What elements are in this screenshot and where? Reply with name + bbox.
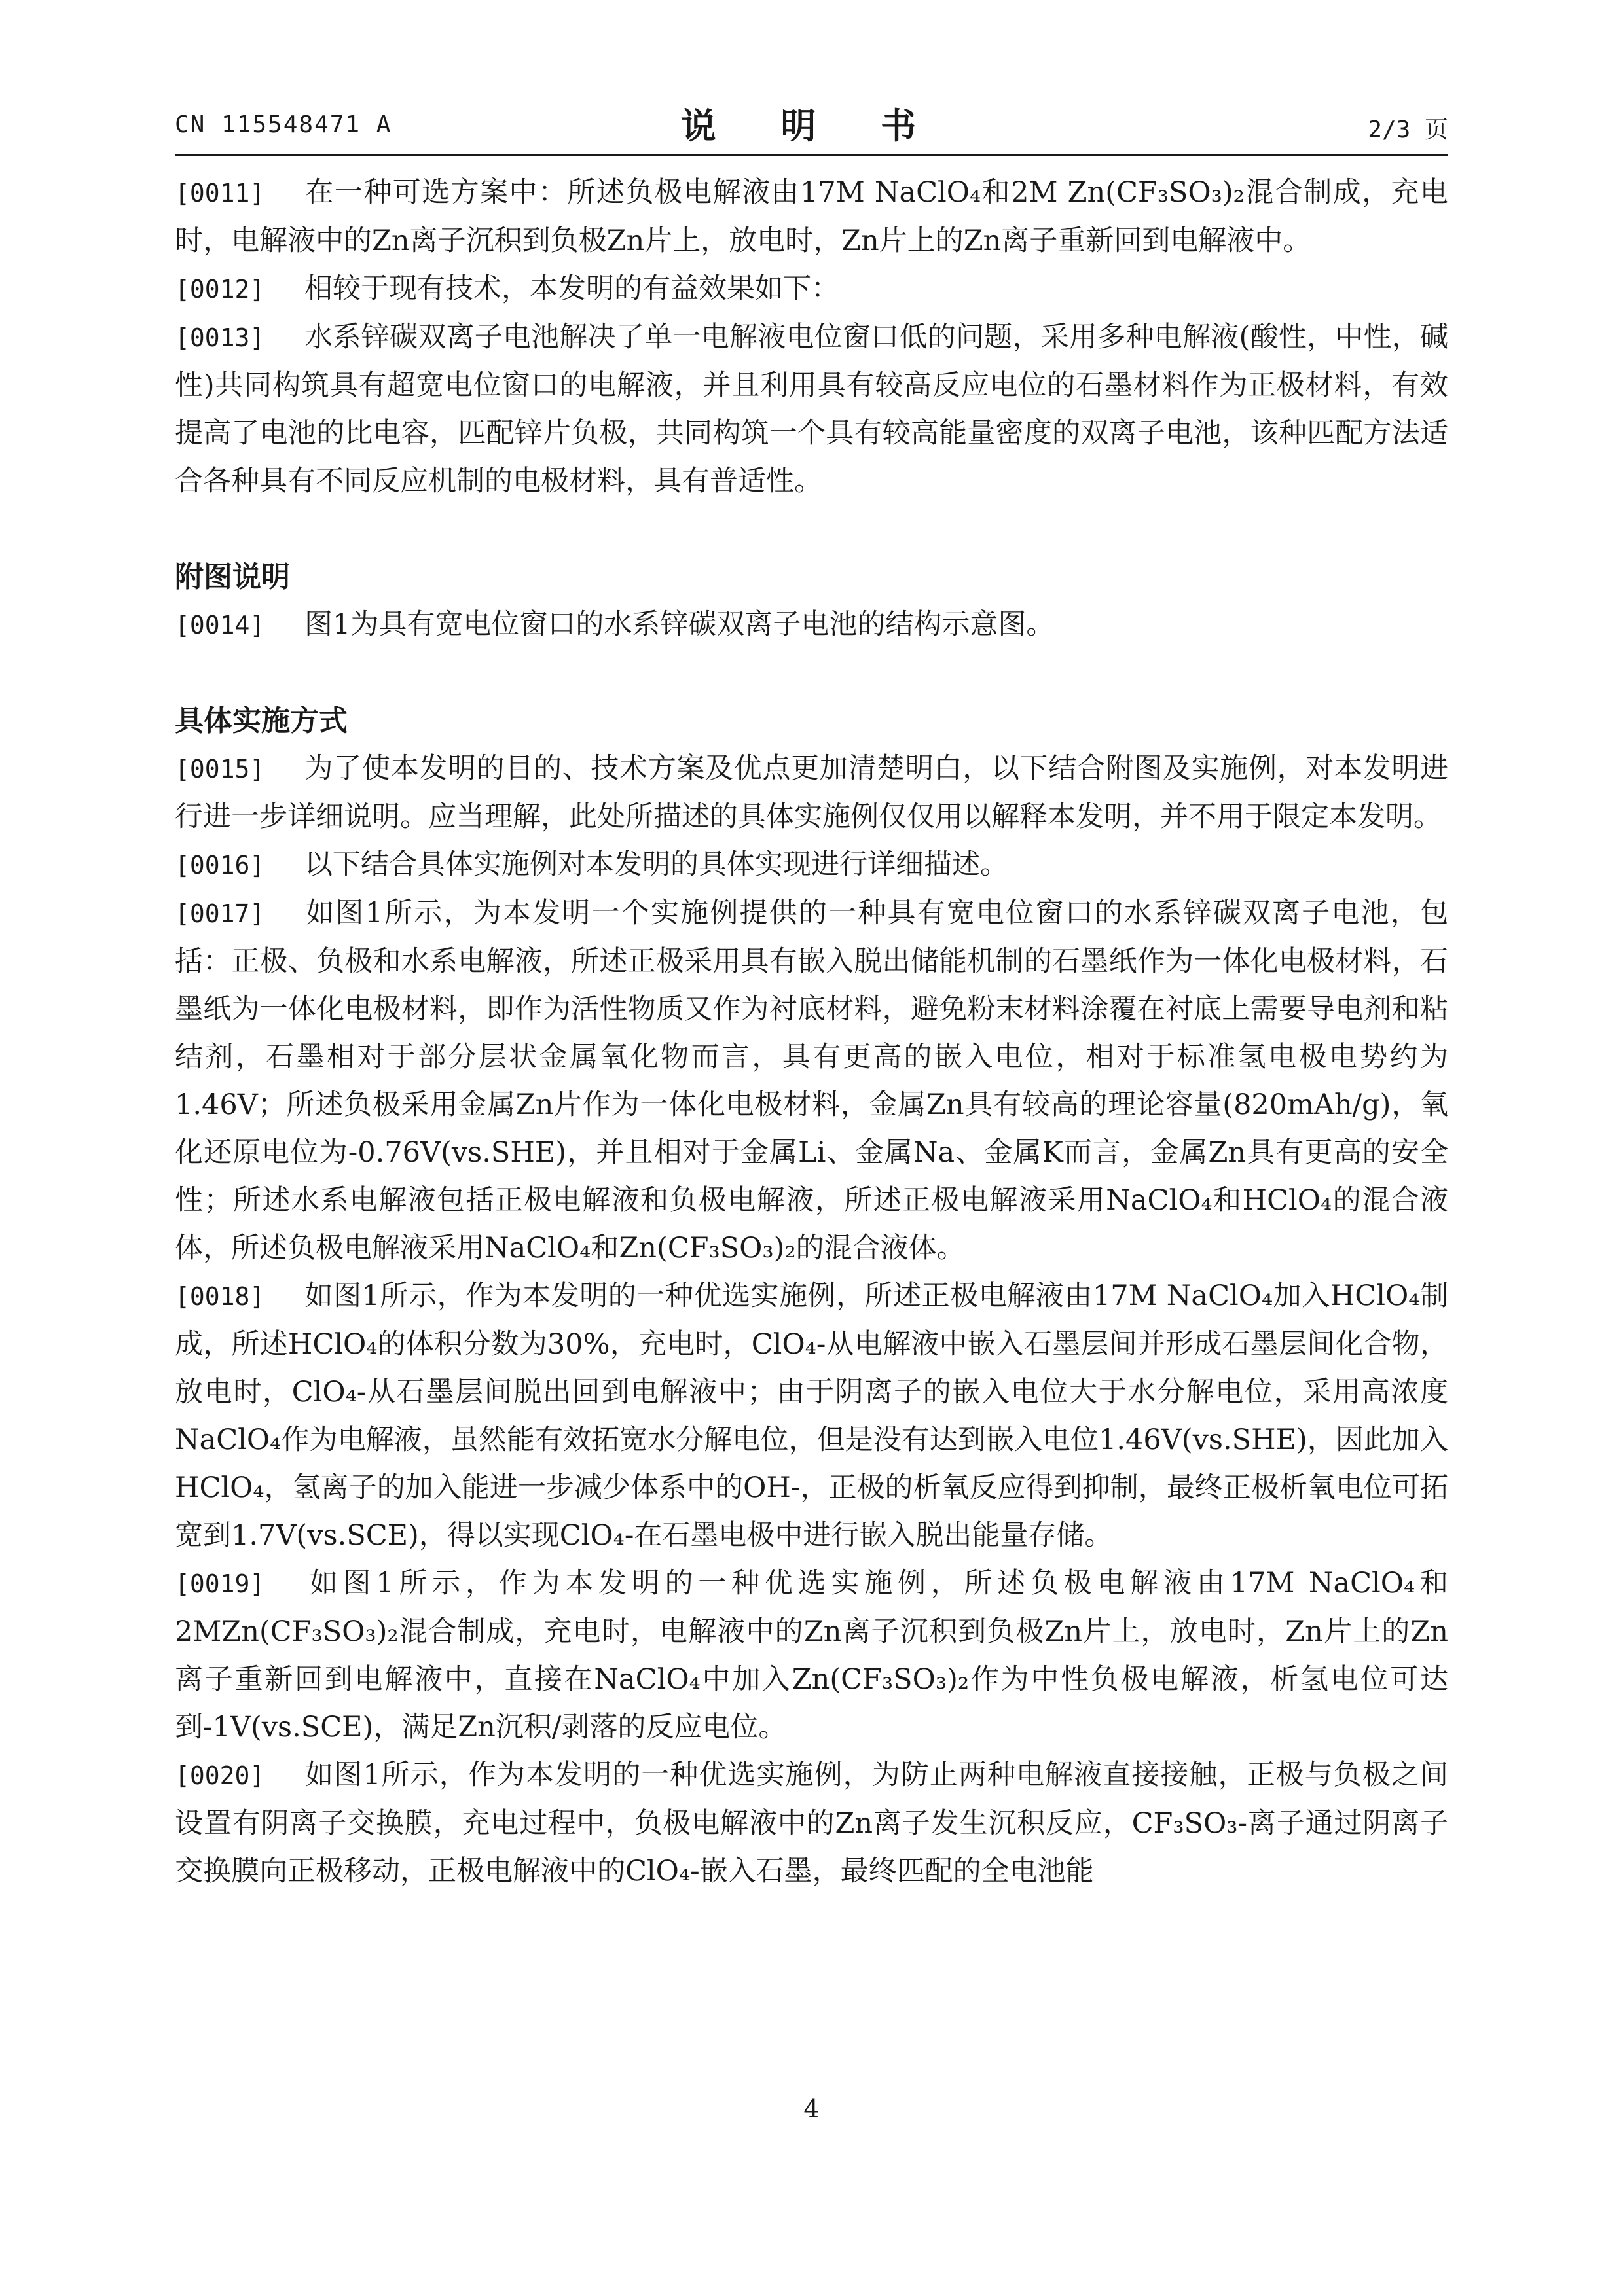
paragraph-text: 为了使本发明的目的、技术方案及优点更加清楚明白，以下结合附图及实施例，对本发明进行进一步详细说明。应当理解，此处所描述的具体实施例仅仅用以解释本发明，并不用于限定本发明。: [175, 752, 1448, 833]
document-number: CN 115548471 A: [175, 111, 392, 138]
paragraph-text: 以下结合具体实施例对本发明的具体实现进行详细描述。: [304, 848, 1008, 881]
paragraph-text: 图1为具有宽电位窗口的水系锌碳双离子电池的结构示意图。: [304, 608, 1055, 641]
document-body: [175, 169, 1448, 1895]
paragraph-text: 如图1所示，作为本发明的一种优选实施例，为防止两种电解液直接接触，正极与负极之间设置有阴离子交换膜，充电过程中，负极电解液中的Zn离子发生沉积反应，CF₃SO₃-离子通过阴离子交换膜向正极移动，正极电解液中的ClO₄-嵌入石墨，最终匹配的全电池能: [175, 1759, 1448, 1888]
paragraph: [175, 1560, 1448, 1751]
page-count: 2/3 页: [1368, 117, 1448, 143]
page-number: 4: [803, 2094, 820, 2123]
paragraph-number: [0016]: [175, 851, 265, 880]
paragraph-number: [0014]: [175, 611, 265, 639]
paragraph-text: 水系锌碳双离子电池解决了单一电解液电位窗口低的问题，采用多种电解液(酸性，中性，碱性)共同构筑具有超宽电位窗口的电解液，并且利用具有较高反应电位的石墨材料作为正极材料，有效提高了电池的比电容，匹配锌片负极，共同构筑一个具有较高能量密度的双离子电池，该种匹配方法适合各种具有不同反应机制的电极材料，具有普适性。: [175, 321, 1448, 497]
header-rule: [175, 154, 1448, 156]
paragraph: [175, 1751, 1448, 1895]
paragraph: [175, 889, 1448, 1272]
paragraph-text: 在一种可选方案中：所述负极电解液由17M NaClO₄和2M Zn(CF₃SO₃)₂混合制成，充电时，电解液中的Zn离子沉积到负极Zn片上，放电时，Zn片上的Zn离子重新回到电解液中。: [175, 176, 1448, 257]
paragraph-number: [0018]: [175, 1282, 265, 1311]
paragraph: [175, 745, 1448, 841]
paragraph-number: [0017]: [175, 899, 265, 928]
paragraph: [175, 314, 1448, 505]
paragraph-text: 如图1所示，为本发明一个实施例提供的一种具有宽电位窗口的水系锌碳双离子电池，包括：正极、负极和水系电解液，所述正极采用具有嵌入脱出储能机制的石墨纸作为一体化电极材料，石墨纸为一体化电极材料，即作为活性物质又作为衬底材料，避免粉末材料涂覆在衬底上需要导电剂和粘结剂，石墨相对于部分层状金属氧化物而言，具有更高的嵌入电位，相对于标准氢电极电势约为1.46V；所述负极采用金属Zn片作为一体化电极材料，金属Zn具有较高的理论容量(820mAh/g)，氧化还原电位为-0.76V(vs.SHE)，并且相对于金属Li、金属Na、金属K而言，金属Zn具有更高的安全性；所述水系电解液包括正极电解液和负极电解液，所述正极电解液采用NaClO₄和HClO₄的混合液体，所述负极电解液采用NaClO₄和Zn(CF₃SO₃)₂的混合液体。: [175, 897, 1448, 1265]
document-title: 说 明 书: [680, 105, 943, 147]
paragraph-text: 相较于现有技术，本发明的有益效果如下：: [304, 272, 839, 305]
paragraph-text: 如图1所示，作为本发明的一种优选实施例，所述负极电解液由17M NaClO₄和2MZn(CF₃SO₃)₂混合制成，充电时，电解液中的Zn离子沉积到负极Zn片上，放电时，Zn片上的Zn离子重新回到电解液中，直接在NaClO₄中加入Zn(CF₃SO₃)₂作为中性负极电解液，析氢电位可达到-1V(vs.SCE)，满足Zn沉积/剥落的反应电位。: [175, 1567, 1448, 1744]
section-heading-embodiments: 具体实施方式: [175, 704, 348, 738]
paragraph: [175, 265, 1448, 314]
paragraph: [175, 841, 1448, 889]
paragraph-number: [0019]: [175, 1570, 265, 1598]
page-header: [175, 98, 1448, 151]
paragraph: [175, 601, 1448, 649]
paragraph-number: [0011]: [175, 179, 265, 207]
paragraph-number: [0013]: [175, 323, 265, 352]
paragraph: [175, 1272, 1448, 1560]
paragraph-number: [0015]: [175, 755, 265, 783]
paragraph-number: [0012]: [175, 275, 265, 304]
section-heading-figures: 附图说明: [175, 560, 290, 594]
paragraph-number: [0020]: [175, 1761, 265, 1790]
paragraph-text: 如图1所示，作为本发明的一种优选实施例，所述正极电解液由17M NaClO₄加入HClO₄制成，所述HClO₄的体积分数为30%，充电时，ClO₄-从电解液中嵌入石墨层间并形成石墨层间化合物，放电时，ClO₄-从石墨层间脱出回到电解液中；由于阴离子的嵌入电位大于水分解电位，采用高浓度NaClO₄作为电解液，虽然能有效拓宽水分解电位，但是没有达到嵌入电位1.46V(vs.SHE)，因此加入HClO₄，氢离子的加入能进一步减少体系中的OH-，正极的析氧反应得到抑制，最终正极析氧电位可拓宽到1.7V(vs.SCE)，得以实现ClO₄-在石墨电极中进行嵌入脱出能量存储。: [175, 1280, 1448, 1552]
paragraph: [175, 169, 1448, 265]
